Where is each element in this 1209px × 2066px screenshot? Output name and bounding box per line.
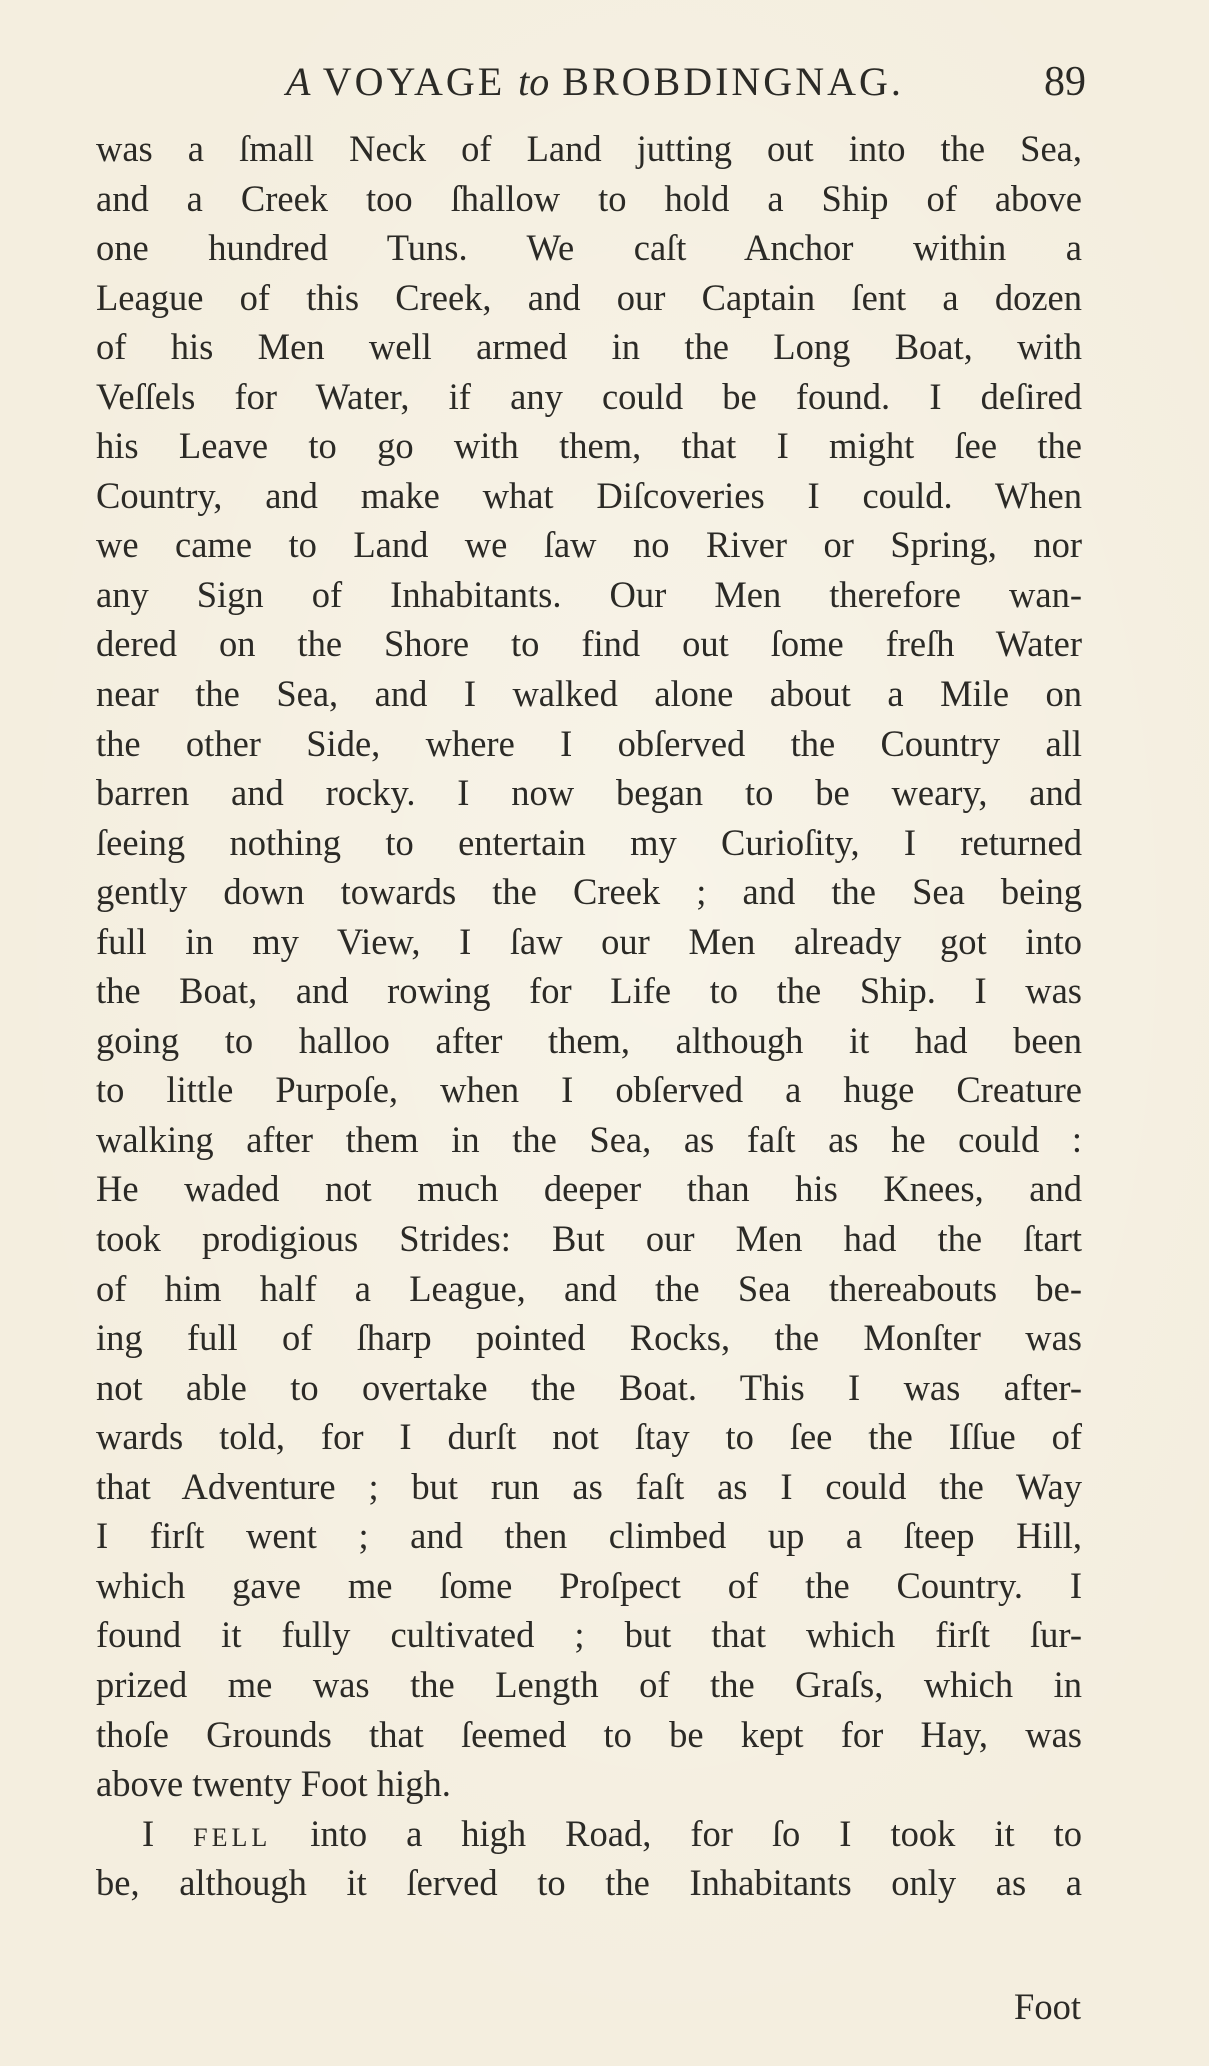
initial-word: I <box>142 1812 155 1854</box>
text-line: wards told, for I durſt not ſtay to ſee the Iſſue of <box>96 1416 1082 1458</box>
catchword: Foot <box>1014 1986 1081 2027</box>
text-line: going to halloo after them, although it had been <box>96 1019 1082 1061</box>
title-voyage: VOYAGE <box>322 59 506 104</box>
text-line: League of this Creek, and our Captain ſent a dozen <box>96 276 1082 318</box>
text-line: of his Men well armed in the Long Boat, with <box>96 326 1082 368</box>
text-line: was a ſmall Neck of Land jutting out into the Sea, <box>96 128 1082 169</box>
text-line: Country, and make what Diſcoveries I could. When <box>96 474 1082 516</box>
text-line: walking after them in the Sea, as faſt as he could : <box>96 1118 1082 1160</box>
text-line: took prodigious Strides: But our Men had the ſtart <box>96 1218 1082 1260</box>
page-number: 89 <box>1044 59 1086 105</box>
text-line: I firſt went ; and then climbed up a ſteep Hill, <box>96 1515 1082 1557</box>
title-place: BROBDINGNAG. <box>562 59 904 104</box>
text-line: that Adventure ; but run as faſt as I could the Way <box>96 1465 1082 1507</box>
text-line: of him half a League, and the Sea thereabouts be- <box>96 1267 1082 1309</box>
text-line: prized me was the Length of the Graſs, which in <box>96 1663 1082 1705</box>
text-line: near the Sea, and I walked alone about a Mile on <box>96 673 1082 715</box>
text-line: any Sign of Inhabitants. Our Men therefore wan- <box>96 573 1082 615</box>
text-line: which gave me ſome Proſpect of the Country. I <box>96 1564 1082 1606</box>
text-line: the other Side, where I obſerved the Country all <box>96 722 1082 764</box>
paragraph-2 <box>96 1809 1082 1908</box>
text-line: barren and rocky. I now began to be weary, and <box>96 772 1082 814</box>
text-line: his Leave to go with them, that I might ſee the <box>96 425 1082 467</box>
text-line: Veſſels for Water, if any could be found. I deſired <box>96 375 1082 417</box>
first-line-rest: into a high Road, for ſo I took it to <box>310 1812 1082 1854</box>
text-line: not able to overtake the Boat. This I was after- <box>96 1366 1082 1408</box>
text-line: above twenty Foot high. <box>96 1763 451 1805</box>
text-line: full in my View, I ſaw our Men already got into <box>96 920 1082 962</box>
text-line: be, although it ſerved to the Inhabitants only as a <box>96 1862 1082 1904</box>
text-line: one hundred Tuns. We caſt Anchor within a <box>96 227 1082 269</box>
text-line: found it fully cultivated ; but that which firſt ſur- <box>96 1614 1082 1656</box>
title-article: A <box>286 59 311 104</box>
text-line: He waded not much deeper than his Knees, and <box>96 1168 1082 1210</box>
text-line: we came to Land we ſaw no River or Spring, nor <box>96 524 1082 566</box>
text-line: thoſe Grounds that ſeemed to be kept for Hay, was <box>96 1713 1082 1755</box>
text-line: to little Purpoſe, when I obſerved a huge Creature <box>96 1069 1082 1111</box>
title-to: to <box>518 59 550 104</box>
running-title <box>286 58 904 105</box>
text-line: dered on the Shore to find out ſome freſh Water <box>96 623 1082 665</box>
paragraph-1 <box>96 124 1082 1809</box>
text-line <box>96 1809 1082 1859</box>
text-line: the Boat, and rowing for Life to the Ship. I was <box>96 970 1082 1012</box>
text-line: ing full of ſharp pointed Rocks, the Monſter was <box>96 1317 1082 1359</box>
body-text <box>96 124 1082 1908</box>
smallcaps-word: FELL <box>193 1822 272 1852</box>
text-line: ſeeing nothing to entertain my Curioſity, I returned <box>96 821 1082 863</box>
running-head <box>96 58 1086 118</box>
text-line: and a Creek too ſhallow to hold a Ship of above <box>96 177 1082 219</box>
text-line: gently down towards the Creek ; and the Sea being <box>96 871 1082 913</box>
